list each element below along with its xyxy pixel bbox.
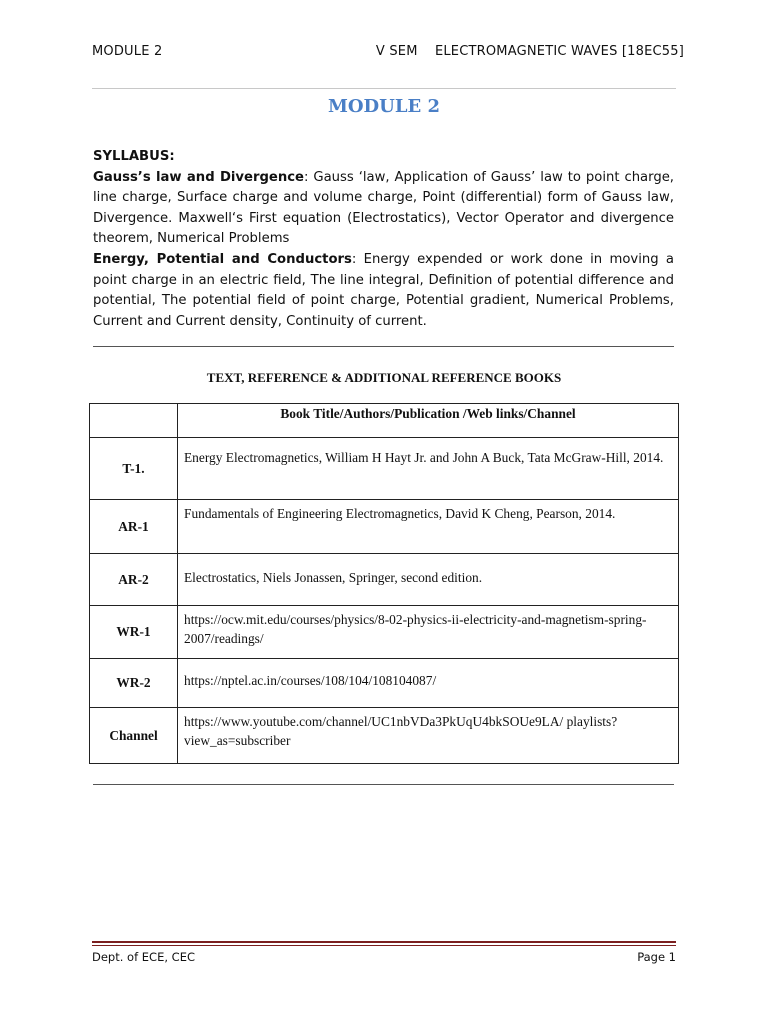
book-text: Fundamentals of Engineering Electromagnetics, David K Cheng, Pearson, 2014.	[178, 500, 679, 554]
book-code: Channel	[90, 708, 178, 764]
table-row	[90, 438, 679, 500]
footer-divider	[92, 941, 676, 943]
page-title: MODULE 2	[327, 96, 441, 117]
syllabus-section	[93, 147, 674, 332]
header-divider	[92, 88, 676, 89]
section-divider	[93, 346, 674, 347]
book-code: T-1.	[90, 438, 178, 500]
table-row	[90, 606, 679, 659]
book-code: AR-1	[90, 500, 178, 554]
table-row	[90, 554, 679, 606]
topic-2-text: : Energy expended or work done in moving a point charge in an electric field, The line integral, Definition of potential difference and potential, The potential field of point charge, Potential gradient, Numerical Problems, Current and Current density, Continuity of current.	[93, 251, 675, 329]
column-header: Book Title/Authors/Publication /Web links/Channel	[178, 404, 679, 438]
book-code: WR-1	[90, 606, 178, 659]
table-row	[90, 500, 679, 554]
web-link[interactable]: https://nptel.ac.in/courses/108/104/108104087/	[178, 659, 679, 708]
syllabus-topic-1	[93, 168, 674, 250]
code-header-cell	[90, 404, 178, 438]
header-module: MODULE 2	[92, 44, 163, 59]
footer-divider-thin	[92, 945, 676, 946]
book-text: Energy Electromagnetics, William H Hayt Jr. and John A Buck, Tata McGraw-Hill, 2014.	[178, 438, 679, 500]
table-header-row	[90, 404, 679, 438]
table-row	[90, 659, 679, 708]
channel-link[interactable]: https://www.youtube.com/channel/UC1nbVDa3PkUqU4bkSOUe9LA/ playlists?view_as=subscriber	[178, 708, 679, 764]
table-bottom-divider	[93, 784, 674, 785]
topic-1-label: Gauss’s law and Divergence	[93, 169, 305, 185]
header-course: V SEM ELECTROMAGNETIC WAVES [18EC55]	[375, 44, 684, 59]
book-code: WR-2	[90, 659, 178, 708]
table-row	[90, 708, 679, 764]
reference-books-table	[89, 403, 679, 764]
web-link[interactable]: https://ocw.mit.edu/courses/physics/8-02-physics-ii-electricity-and-magnetism-spring-2007/readings/	[178, 606, 679, 659]
page-footer	[92, 950, 676, 964]
book-code: AR-2	[90, 554, 178, 606]
syllabus-heading: SYLLABUS:	[93, 149, 175, 164]
footer-department: Dept. of ECE, CEC	[92, 950, 195, 964]
book-text: Electrostatics, Niels Jonassen, Springer, second edition.	[178, 554, 679, 606]
topic-1-text: : Gauss ‘law, Application of Gauss’ law to point charge, line charge, Surface charge and volume charge, Point (differential) form of Gauss law, Divergence. Maxwell‘s First equation (Electrostatics), Vector Operator and divergence theorem, Numerical Problems	[93, 169, 674, 247]
books-heading: TEXT, REFERENCE & ADDITIONAL REFERENCE BOOKS	[206, 370, 562, 385]
topic-2-label: Energy, Potential and Conductors	[93, 251, 352, 267]
page-header	[92, 44, 684, 59]
syllabus-topic-2	[93, 250, 674, 332]
page-number: Page 1	[637, 950, 676, 964]
